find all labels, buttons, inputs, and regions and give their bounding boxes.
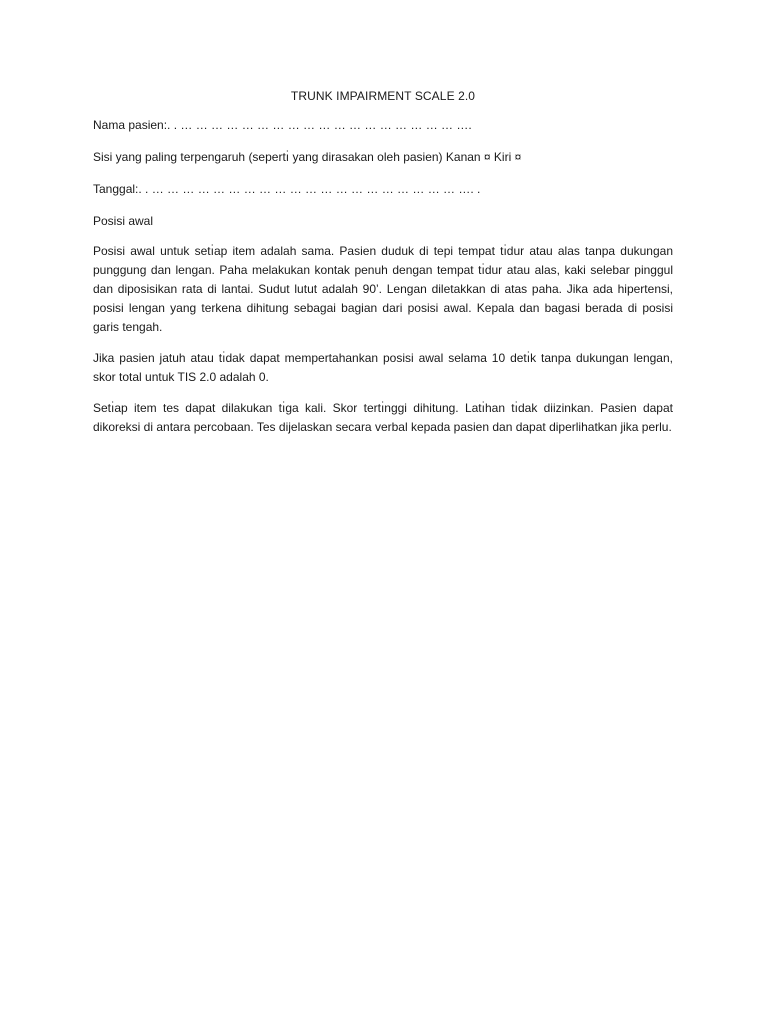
patient-name-field: Nama pasien:. . … … … … … … … … … … … … … … … … … … ….: [93, 118, 472, 132]
paragraph-starting-position: Posisi awal untuk setı̇ap item adalah sama. Pasien duduk di tepi tempat tı̇dur atau alas tanpa dukungan punggung dan lengan. Paha melakukan kontak penuh dengan tempat tı̇dur atau alas, kaki selebar pinggul dan diposisikan rata di lantai. Sudut lutut adalah 90’. Lengan diletakkan di atas paha. Jika ada hipertensi, posisi lengan yang terkena dihitung sebagai bagian dari posisi awal. Kepala dan bagasi berada di posisi garis tengah.: [93, 244, 673, 334]
paragraph-fall-rule: Jika pasien jatuh atau tı̇dak dapat mempertahankan posisi awal selama 10 detı̇k tanpa dukungan lengan, skor total untuk TIS 2.0 adalah 0.: [93, 351, 673, 384]
document-content: [93, 87, 673, 449]
section-heading: Posisi awal: [93, 214, 154, 228]
affected-side-field: Sisi yang paling terpengaruh (sepertı̇ yang dirasakan oleh pasien) Kanan ¤ Kiri ¤: [93, 150, 522, 164]
paragraph-test-rules: Setı̇ap item tes dapat dilakukan tı̇ga kali. Skor tertı̇nggi dihitung. Latı̇han tı̇dak diizinkan. Pasien dapat dikoreksi di antara percobaan. Tes dijelaskan secara verbal kepada pasien dan dapat diperlihatkan jika perlu.: [93, 401, 673, 434]
document-title: TRUNK IMPAIRMENT SCALE 2.0: [290, 89, 476, 103]
date-field: Tanggal:. . … … … … … … … … … … … … … … … … … … … … …. .: [93, 182, 481, 196]
